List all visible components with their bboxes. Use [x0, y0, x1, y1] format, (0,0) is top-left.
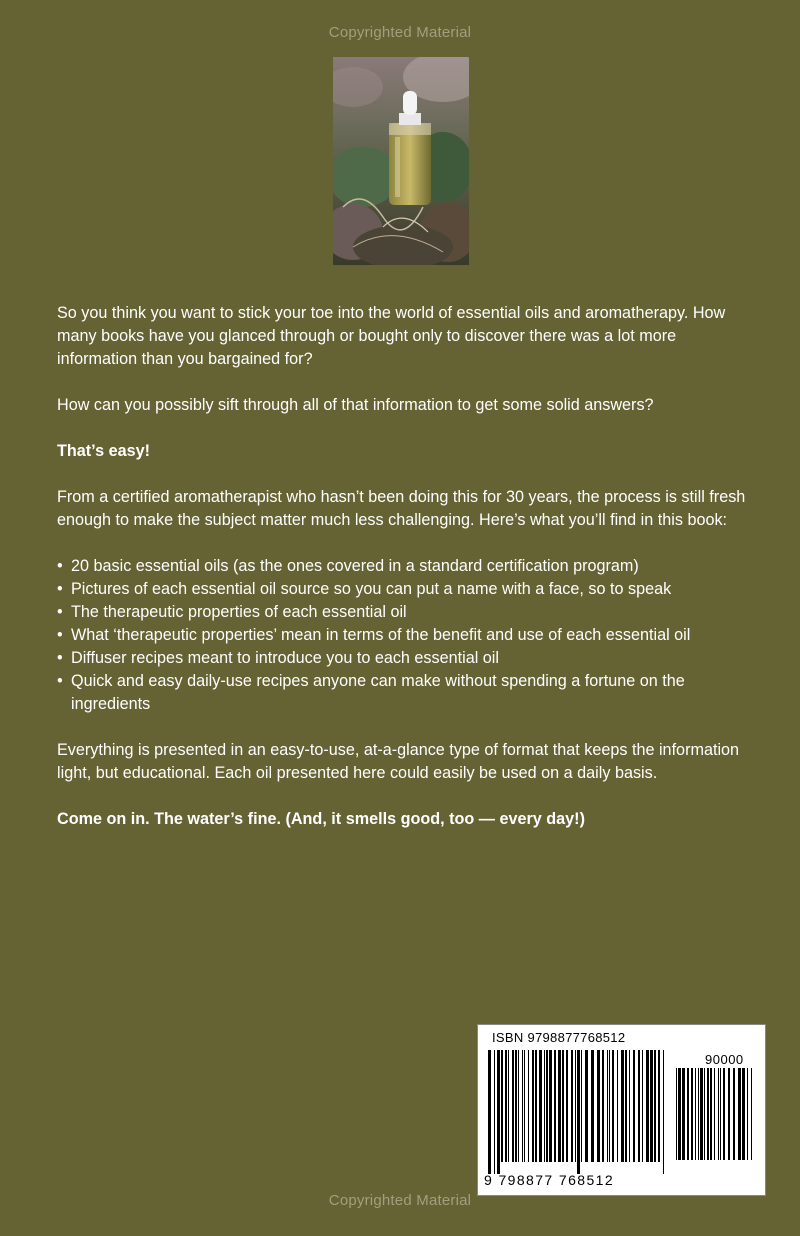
description-paragraph-2: How can you possibly sift through all of that information to get some solid answers? [57, 396, 654, 414]
price-code: 90000 [705, 1052, 744, 1067]
copyright-watermark-bottom: Copyrighted Material [328, 1192, 472, 1209]
isbn-label: ISBN 9798877768512 [492, 1030, 626, 1045]
description-paragraph-6: Come on in. The water’s fine. (And, it smells good, too — every day!) [57, 810, 585, 828]
addon-barcode-bars [676, 1068, 754, 1172]
list-item: • The therapeutic properties of each essential oil [57, 601, 757, 624]
feature-list [57, 555, 757, 716]
list-item: • Pictures of each essential oil source so you can put a name with a face, so to speak [57, 578, 757, 601]
isbn-barcode [477, 1024, 766, 1196]
copyright-watermark-top: Copyrighted Material [328, 24, 472, 41]
list-item: • 20 basic essential oils (as the ones covered in a standard certification program) [57, 555, 757, 578]
list-item: • Diffuser recipes meant to introduce you to each essential oil [57, 647, 757, 670]
list-item: • What ‘therapeutic properties’ mean in terms of the benefit and use of each essential oil [57, 624, 757, 647]
ean-barcode-bars [488, 1050, 668, 1174]
barcode-digits: 9 798877 768512 [484, 1172, 614, 1188]
description-paragraph-5: Everything is presented in an easy-to-use, at-a-glance type of format that keeps the information light, but educational. Each oil presented here could easily be used on a daily basis. [57, 741, 740, 782]
description-paragraph-4: From a certified aromatherapist who hasn’t been doing this for 30 years, the process is still fresh enough to make the subject matter much less challenging. Here’s what you’ll find in this book: [57, 488, 746, 529]
book-description [57, 302, 757, 854]
description-paragraph-3: That’s easy! [57, 442, 150, 460]
list-item: • Quick and easy daily-use recipes anyone can make without spending a fortune on the ingredients [57, 670, 757, 716]
essential-oil-bottle-photo [333, 57, 469, 265]
description-paragraph-1: So you think you want to stick your toe into the world of essential oils and aromatherapy. How many books have you glanced through or bought only to discover there was a lot more information than you bargained for? [57, 304, 726, 368]
